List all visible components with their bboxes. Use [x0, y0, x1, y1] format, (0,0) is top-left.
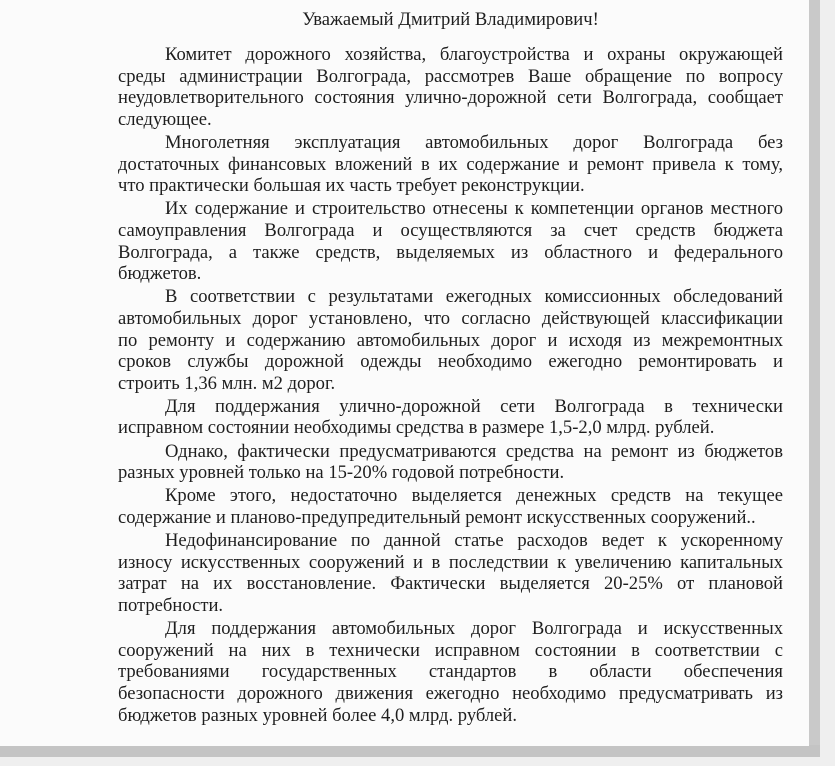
- paragraph-line: Для поддержания улично-дорожной сети Волгограда в технически: [165, 395, 783, 417]
- paragraph-line: требованиями государственных стандартов в области обеспечения: [118, 661, 783, 683]
- paragraph-line: Их содержание и строительство отнесены к компетенции органов местного: [165, 198, 783, 220]
- scan-edge-bottom: [0, 745, 820, 757]
- paragraph-line: строить 1,36 млн. м2 дорог.: [118, 372, 336, 394]
- paragraph-line: Для поддержания автомобильных дорог Волгограда и искусственных: [165, 618, 783, 640]
- paragraph-line: Однако, фактически предусматриваются средства на ремонт из бюджетов: [165, 440, 783, 462]
- paragraph-line: износу искусственных сооружений и в последствии к увеличению капитальных: [118, 551, 783, 573]
- paragraph: [118, 618, 783, 726]
- paragraph-line: Недофинансирование по данной статье расходов ведет к ускоренному: [165, 530, 783, 552]
- paragraph-line: самоуправления Волгограда и осуществляются за счет средств бюджета: [118, 219, 783, 241]
- salutation: Уважаемый Дмитрий Владимирович!: [302, 9, 599, 30]
- paragraph-line: бюджетов разных уровней более 4,0 млрд. рублей.: [118, 704, 518, 726]
- paragraph: [118, 485, 783, 528]
- paragraph-line: что практически большая их часть требует реконструкции.: [118, 175, 585, 197]
- letter-body: [118, 44, 783, 728]
- paragraph-line: исправном состоянии необходимы средства в размере 1,5-2,0 млрд. рублей.: [118, 417, 715, 439]
- paragraph: [118, 198, 783, 284]
- paragraph-line: Комитет дорожного хозяйства, благоустройства и охраны окружающей: [165, 44, 783, 65]
- paragraph-line: Кроме этого, недостаточно выделяется денежных средств на текущее: [165, 485, 783, 507]
- paragraph-line: по ремонту и содержанию автомобильных дорог и исходя из межремонтных: [118, 329, 783, 351]
- paragraph-line: достаточных финансовых вложений в их содержание и ремонт привела к тому,: [118, 153, 783, 175]
- paragraph-line: среды администрации Волгограда, рассмотрев Ваше обращение по вопросу: [118, 65, 783, 87]
- paragraph-line: безопасности дорожного движения ежегодно необходимо предусматривать из: [118, 682, 783, 704]
- paragraph-line: неудовлетворительного состояния улично-дорожной сети Волгограда, сообщает: [118, 87, 783, 109]
- paragraph-line: разных уровней только на 15-20% годовой потребности.: [118, 462, 565, 484]
- paragraph: [118, 286, 783, 394]
- paragraph-line: сооружений на них в технически исправном состоянии в соответствии с: [118, 639, 783, 661]
- paragraph-line: потребности.: [118, 595, 224, 616]
- paragraph: [118, 530, 783, 616]
- paragraph: [118, 441, 783, 484]
- paragraph-line: В соответствии с результатами ежегодных комиссионных обследований: [165, 286, 783, 308]
- paragraph-line: содержание и планово-предупредительный ремонт искусственных сооружений..: [118, 507, 756, 529]
- paragraph: [118, 132, 783, 197]
- paragraph-line: сроков службы дорожной одежды необходимо ежегодно ремонтировать и: [118, 351, 783, 373]
- paragraph-line: автомобильных дорог установлено, что согласно действующей классификации: [118, 307, 783, 329]
- paragraph-line: бюджетов.: [118, 263, 202, 285]
- paragraph: [118, 396, 783, 439]
- paragraph-line: Волгограда, а также средств, выделяемых из областного и федерального: [118, 241, 783, 263]
- paragraph: [118, 44, 783, 130]
- paragraph-line: следующее.: [118, 108, 212, 130]
- paragraph-line: Многолетняя эксплуатация автомобильных дорог Волгограда без: [165, 131, 783, 153]
- paragraph-line: затрат на их восстановление. Фактически выделяется 20-25% от плановой: [118, 573, 783, 595]
